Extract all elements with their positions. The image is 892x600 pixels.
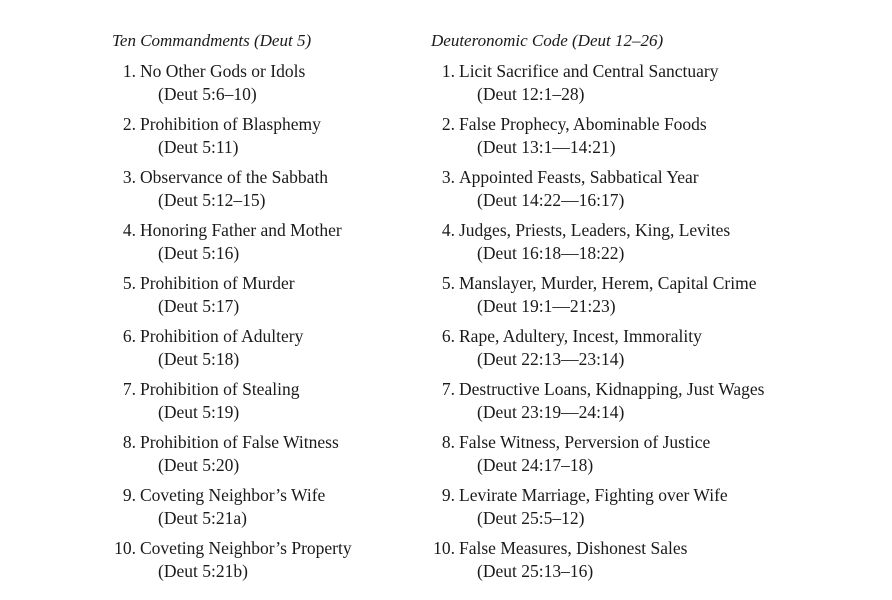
item-reference: (Deut 5:20) xyxy=(158,455,240,475)
item-reference: (Deut 5:12–15) xyxy=(158,190,266,210)
item-reference: (Deut 23:19—24:14) xyxy=(477,402,625,422)
list-item xyxy=(431,166,871,219)
list-item xyxy=(431,272,871,325)
item-reference: (Deut 16:18—18:22) xyxy=(477,243,625,263)
item-label: Rape, Adultery, Incest, Immorality xyxy=(459,326,702,346)
item-reference: (Deut 5:16) xyxy=(158,243,240,263)
item-number: 8. xyxy=(441,432,455,452)
item-reference: (Deut 19:1—21:23) xyxy=(477,296,616,316)
item-number: 8. xyxy=(122,432,136,452)
item-reference: (Deut 5:11) xyxy=(158,137,239,157)
item-reference: (Deut 5:6–10) xyxy=(158,84,257,104)
item-number: 10. xyxy=(114,538,136,558)
list-item xyxy=(431,431,871,484)
item-reference: (Deut 5:21a) xyxy=(158,508,247,528)
item-label: Honoring Father and Mother xyxy=(140,220,342,240)
item-number: 10. xyxy=(433,538,455,558)
item-label: Observance of the Sabbath xyxy=(140,167,329,187)
item-reference: (Deut 24:17–18) xyxy=(477,455,594,475)
list-item xyxy=(112,484,412,537)
item-reference: (Deut 5:18) xyxy=(158,349,240,369)
item-reference: (Deut 5:19) xyxy=(158,402,240,422)
list-item xyxy=(112,113,412,166)
item-label: Licit Sacrifice and Central Sanctuary xyxy=(459,61,719,81)
list-item xyxy=(112,219,412,272)
item-number: 5. xyxy=(441,273,455,293)
list-item xyxy=(112,325,412,378)
item-reference: (Deut 25:5–12) xyxy=(477,508,585,528)
item-reference: (Deut 5:17) xyxy=(158,296,240,316)
list-item xyxy=(431,484,871,537)
list-item xyxy=(112,60,412,113)
list-item xyxy=(112,431,412,484)
item-number: 1. xyxy=(441,61,455,81)
item-number: 1. xyxy=(122,61,136,81)
column-title: Deuteronomic Code (Deut 12–26) xyxy=(431,31,664,50)
item-label: No Other Gods or Idols xyxy=(140,61,306,81)
item-number: 2. xyxy=(441,114,455,134)
list-item xyxy=(431,325,871,378)
item-number: 4. xyxy=(122,220,136,240)
item-number: 5. xyxy=(122,273,136,293)
column-title: Ten Commandments (Deut 5) xyxy=(112,31,312,50)
item-label: False Witness, Perversion of Justice xyxy=(459,432,711,452)
item-label: Appointed Feasts, Sabbatical Year xyxy=(459,167,699,187)
item-label: Manslayer, Murder, Herem, Capital Crime xyxy=(459,273,757,293)
item-number: 9. xyxy=(441,485,455,505)
list-item xyxy=(112,378,412,431)
list-item xyxy=(112,272,412,325)
list-item xyxy=(431,537,871,590)
item-number: 6. xyxy=(441,326,455,346)
item-reference: (Deut 22:13—23:14) xyxy=(477,349,625,369)
deuteronomic-code-column xyxy=(431,30,871,590)
item-label: Prohibition of Stealing xyxy=(140,379,300,399)
item-number: 7. xyxy=(122,379,136,399)
item-label: Coveting Neighbor’s Property xyxy=(140,538,352,558)
item-label: Levirate Marriage, Fighting over Wife xyxy=(459,485,728,505)
item-label: Prohibition of Adultery xyxy=(140,326,304,346)
item-number: 7. xyxy=(441,379,455,399)
item-label: Prohibition of Murder xyxy=(140,273,295,293)
item-reference: (Deut 25:13–16) xyxy=(477,561,594,581)
item-label: Prohibition of Blasphemy xyxy=(140,114,321,134)
list-item xyxy=(431,113,871,166)
list-item xyxy=(112,537,412,590)
item-number: 3. xyxy=(441,167,455,187)
item-label: False Prophecy, Abominable Foods xyxy=(459,114,707,134)
item-label: Coveting Neighbor’s Wife xyxy=(140,485,326,505)
item-number: 3. xyxy=(122,167,136,187)
list-item xyxy=(431,60,871,113)
ten-commandments-column xyxy=(112,30,412,590)
item-number: 4. xyxy=(441,220,455,240)
item-label: Destructive Loans, Kidnapping, Just Wages xyxy=(459,379,765,399)
item-label: Prohibition of False Witness xyxy=(140,432,339,452)
item-reference: (Deut 12:1–28) xyxy=(477,84,585,104)
item-reference: (Deut 14:22—16:17) xyxy=(477,190,625,210)
list-item xyxy=(112,166,412,219)
item-label: Judges, Priests, Leaders, King, Levites xyxy=(459,220,731,240)
item-number: 6. xyxy=(122,326,136,346)
list-item xyxy=(431,378,871,431)
item-reference: (Deut 13:1—14:21) xyxy=(477,137,616,157)
item-reference: (Deut 5:21b) xyxy=(158,561,248,581)
list-item xyxy=(431,219,871,272)
item-number: 9. xyxy=(122,485,136,505)
item-label: False Measures, Dishonest Sales xyxy=(459,538,688,558)
item-number: 2. xyxy=(122,114,136,134)
